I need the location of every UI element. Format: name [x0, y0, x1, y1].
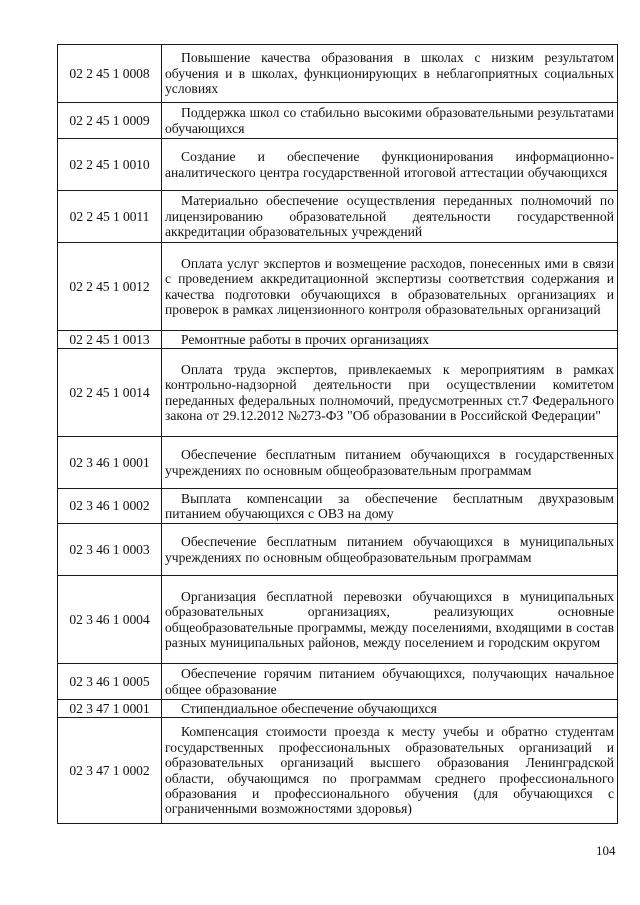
- budget-code: 02 2 45 1 0011: [58, 191, 162, 243]
- budget-code: 02 2 45 1 0013: [58, 331, 162, 349]
- budget-description: Компенсация стоимости проезда к месту учебы и обратно студентам государственных профессиональных образовательных организаций и образовательных организаций высшего образования Ленинградской области, обучающимся по программам среднего профессионального образования и профессионального обучения (для обучающихся с ограниченными возможностями здоровья): [162, 718, 618, 824]
- budget-code: 02 3 46 1 0005: [58, 664, 162, 700]
- table-row: [58, 524, 618, 576]
- budget-code: 02 2 45 1 0010: [58, 139, 162, 191]
- table-row: [58, 700, 618, 718]
- table-row: [58, 349, 618, 437]
- table-row: [58, 576, 618, 664]
- budget-description: Организация бесплатной перевозки обучающихся в муниципальных образовательных организациях, реализующих основные общеобразовательные программы, между поселениями, входящими в состав разных муниципальных районов, между поселением и городским округом: [162, 576, 618, 664]
- budget-description: Ремонтные работы в прочих организациях: [162, 331, 618, 349]
- budget-description: Обеспечение горячим питанием обучающихся, получающих начальное общее образование: [162, 664, 618, 700]
- table-row: [58, 243, 618, 331]
- table-row: [58, 45, 618, 103]
- budget-code: 02 3 46 1 0001: [58, 437, 162, 489]
- budget-description: Поддержка школ со стабильно высокими образовательными результатами обучающихся: [162, 103, 618, 139]
- budget-description: Оплата труда экспертов, привлекаемых к мероприятиям в рамках контрольно-надзорной деятельности при осуществлении комитетом переданных федеральных полномочий, предусмотренных ст.7 Федерального закона от 29.12.2012 №273-ФЗ "Об образовании в Российской Федерации": [162, 349, 618, 437]
- page-number: 104: [596, 843, 616, 858]
- table-row: [58, 489, 618, 524]
- table-row: [58, 331, 618, 349]
- budget-code: 02 2 45 1 0009: [58, 103, 162, 139]
- table-row: [58, 191, 618, 243]
- table-row: [58, 103, 618, 139]
- budget-code: 02 3 46 1 0002: [58, 489, 162, 524]
- budget-code: 02 3 46 1 0003: [58, 524, 162, 576]
- budget-code: 02 3 47 1 0002: [58, 718, 162, 824]
- budget-description: Создание и обеспечение функционирования информационно-аналитического центра государственной итоговой аттестации обучающихся: [162, 139, 618, 191]
- table-row: [58, 139, 618, 191]
- budget-description: Оплата услуг экспертов и возмещение расходов, понесенных ими в связи с проведением аккредитационной экспертизы соответствия содержания и качества подготовки обучающихся в образовательных организациях и проверок в рамках лицензионного контроля образовательных организаций: [162, 243, 618, 331]
- budget-codes-table: [57, 44, 618, 824]
- table-row: [58, 664, 618, 700]
- table-row: [58, 437, 618, 489]
- budget-code: 02 3 46 1 0004: [58, 576, 162, 664]
- budget-description: Материально обеспечение осуществления переданных полномочий по лицензированию образовательной деятельности государственной аккредитации образовательных учреждений: [162, 191, 618, 243]
- budget-code: 02 2 45 1 0014: [58, 349, 162, 437]
- budget-description: Повышение качества образования в школах с низким результатом обучения и в школах, функционирующих в неблагоприятных социальных условиях: [162, 45, 618, 103]
- budget-description: Обеспечение бесплатным питанием обучающихся в муниципальных учреждениях по основным общеобразовательным программам: [162, 524, 618, 576]
- budget-code: 02 2 45 1 0008: [58, 45, 162, 103]
- budget-description: Стипендиальное обеспечение обучающихся: [162, 700, 618, 718]
- budget-description: Выплата компенсации за обеспечение бесплатным двухразовым питанием обучающихся с ОВЗ на дому: [162, 489, 618, 524]
- budget-description: Обеспечение бесплатным питанием обучающихся в государственных учреждениях по основным общеобразовательным программам: [162, 437, 618, 489]
- budget-code: 02 2 45 1 0012: [58, 243, 162, 331]
- budget-codes-body: [58, 45, 618, 824]
- budget-code: 02 3 47 1 0001: [58, 700, 162, 718]
- table-row: [58, 718, 618, 824]
